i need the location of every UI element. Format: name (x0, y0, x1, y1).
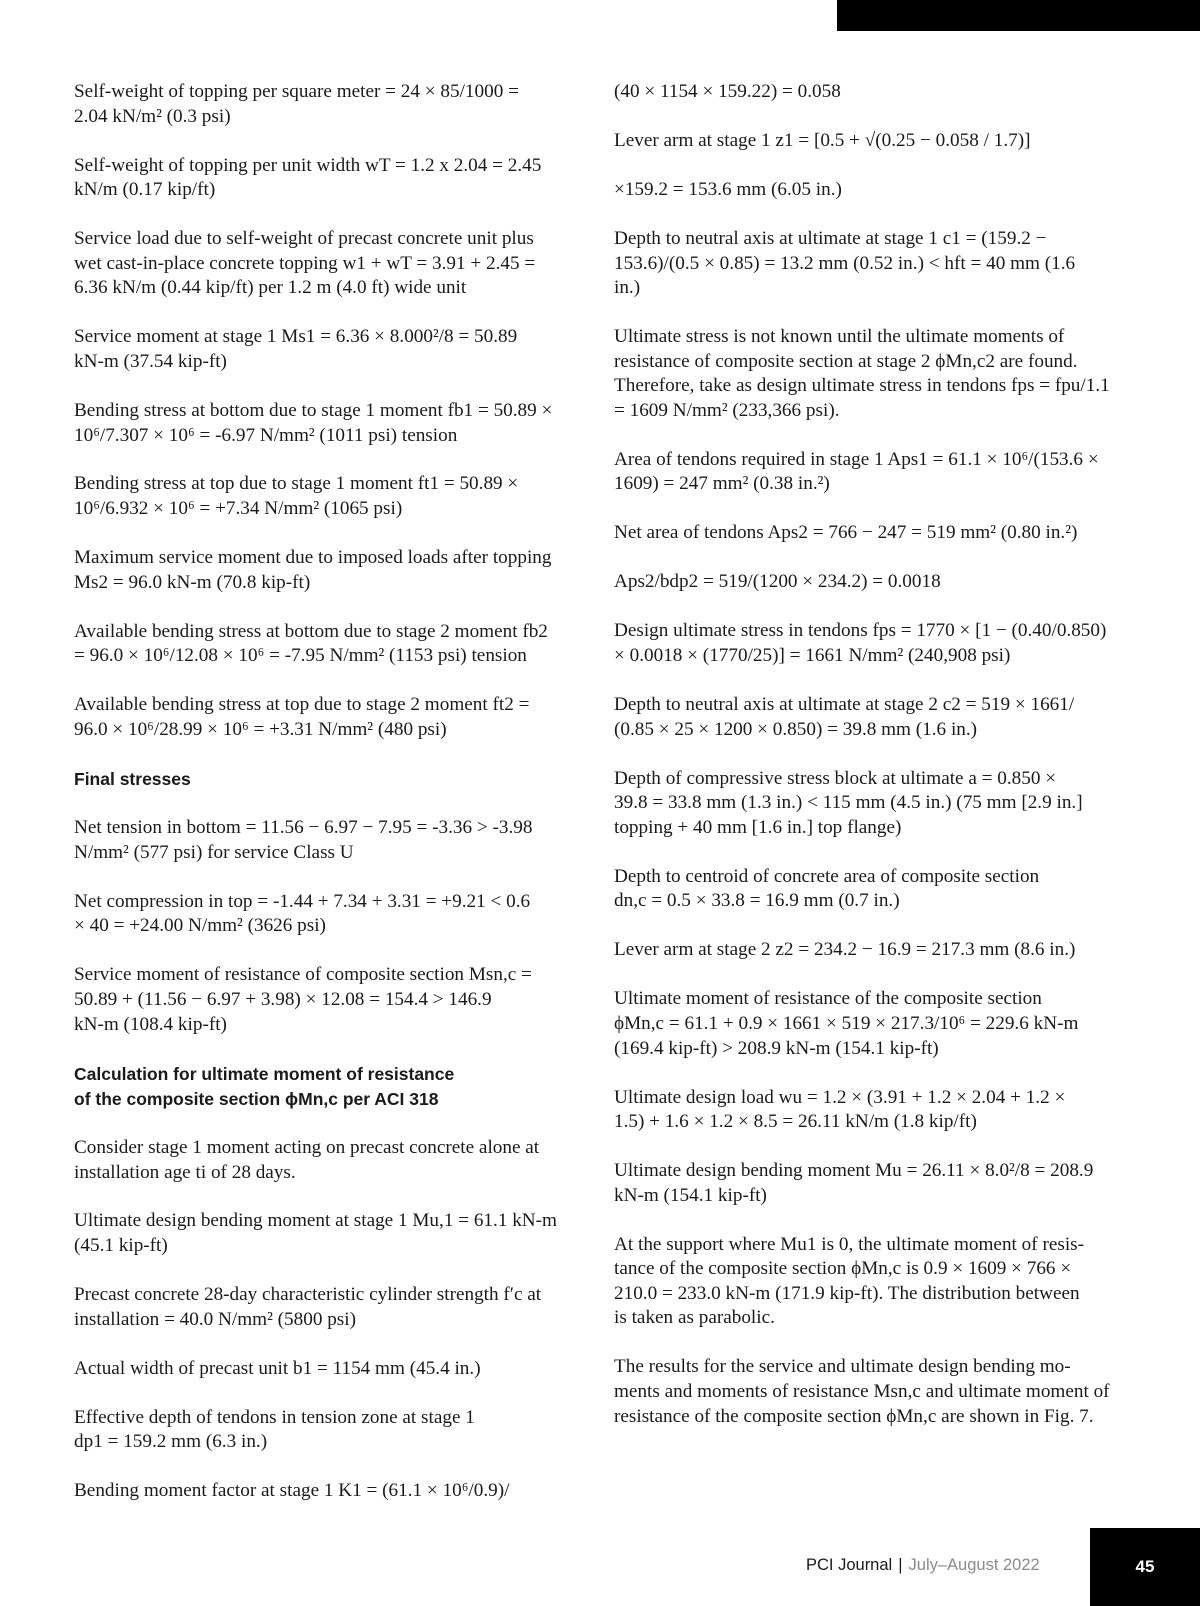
paragraph: Service moment of resistance of composite section Msn,c = 50.89 + (11.56 − 6.97 + 3.98) × 12.08 = 154.4 > 146.9 kN-m (108.4 kip-ft) (74, 964, 532, 1035)
paragraph: Actual width of precast unit b1 = 1154 mm (45.4 in.) (74, 1357, 481, 1379)
section-heading: Final stresses (74, 768, 191, 789)
paragraph: Net area of tendons Aps2 = 766 − 247 = 519 mm² (0.80 in.²) (614, 522, 1078, 544)
paragraph: Ultimate design bending moment at stage 1 Mu,1 = 61.1 kN-m (45.1 kip-ft) (74, 1210, 557, 1257)
right-column (614, 80, 1134, 1454)
paragraph: Ultimate moment of resistance of the composite section ϕMn,c = 61.1 + 0.9 × 1661 × 519 × 217.3/10⁶ = 229.6 kN-m (169.4 kip-ft) > 208.9 kN-m (154.1 kip-ft) (614, 988, 1079, 1059)
paragraph: Net tension in bottom = 11.56 − 6.97 − 7.95 = -3.36 > -3.98 N/mm² (577 psi) for service Class U (74, 817, 533, 863)
paragraph: ×159.2 = 153.6 mm (6.05 in.) (614, 178, 842, 200)
paragraph: Bending stress at top due to stage 1 moment ft1 = 50.89 × 10⁶/6.932 × 10⁶ = +7.34 N/mm² (1065 psi) (74, 473, 519, 520)
page-number-box (1090, 1528, 1200, 1606)
paragraph: Bending moment factor at stage 1 K1 = (61.1 × 10⁶/0.9)/ (74, 1480, 510, 1502)
paragraph: Bending stress at bottom due to stage 1 moment fb1 = 50.89 × 10⁶/7.307 × 10⁶ = -6.97 N/mm² (1011 psi) tension (74, 399, 553, 446)
paragraph: Consider stage 1 moment acting on precast concrete alone at installation age ti of 28 days. (74, 1136, 540, 1183)
paragraph: Ultimate design bending moment Mu = 26.11 × 8.0²/8 = 208.9 kN-m (154.1 kip-ft) (614, 1160, 1094, 1206)
paragraph: Ultimate stress is not known until the ultimate moments of resistance of composite section at stage 2 ϕMn,c2 are found. Therefore, take as design ultimate stress in tendons fps = fpu/1.1 = 1609 N/mm² (233,366 psi). (614, 326, 1110, 421)
section-heading: Calculation for ultimate moment of resistance of the composite section ϕMn,c per ACI 318 (74, 1063, 455, 1109)
paragraph: Ultimate design load wu = 1.2 × (3.91 + 1.2 × 2.04 + 1.2 × 1.5) + 1.6 × 1.2 × 8.5 = 26.11 kN/m (1.8 kip/ft) (614, 1086, 1066, 1133)
top-black-bar (837, 0, 1200, 31)
paragraph: At the support where Mu1 is 0, the ultimate moment of resis- tance of the composite section ϕMn,c is 0.9 × 1609 × 766 × 210.0 = 233.0 kN-m (171.9 kip-ft). The distribution between is taken as parabolic. (614, 1233, 1085, 1329)
paragraph: Depth of compressive stress block at ultimate a = 0.850 × 39.8 = 33.8 mm (1.3 in.) < 115 mm (4.5 in.) (75 mm [2.9 in.] topping + 40 mm [1.6 in.] top flange) (614, 767, 1083, 838)
equation-lever-arm: Lever arm at stage 1 z1 = [0.5 + √(0.25 − 0.058 / 1.7)] (614, 129, 1031, 151)
paragraph: Available bending stress at top due to stage 2 moment ft2 = 96.0 × 10⁶/28.99 × 10⁶ = +3.31 N/mm² (480 psi) (74, 694, 530, 740)
footer (806, 1556, 1040, 1575)
paragraph: Service moment at stage 1 Ms1 = 6.36 × 8.000²/8 = 50.89 kN-m (37.54 kip-ft) (74, 326, 518, 372)
paragraph: Maximum service moment due to imposed loads after topping Ms2 = 96.0 kN-m (70.8 kip-ft) (74, 547, 552, 593)
paragraph: Area of tendons required in stage 1 Aps1 = 61.1 × 10⁶/(153.6 × 1609) = 247 mm² (0.38 in.²) (614, 448, 1099, 495)
paragraph: Design ultimate stress in tendons fps = 1770 × [1 − (0.40/0.850) × 0.0018 × (1770/25)] = 1661 N/mm² (240,908 psi) (614, 620, 1107, 667)
paragraph: Net compression in top = -1.44 + 7.34 + 3.31 = +9.21 < 0.6 × 40 = +24.00 N/mm² (3626 psi) (74, 890, 531, 937)
paragraph: Available bending stress at bottom due to stage 2 moment fb2 = 96.0 × 10⁶/12.08 × 10⁶ = -7.95 N/mm² (1153 psi) tension (74, 620, 548, 667)
paragraph: Depth to centroid of concrete area of composite section dn,c = 0.5 × 33.8 = 16.9 mm (0.7 in.) (614, 865, 1040, 912)
issue-date: July–August 2022 (908, 1556, 1040, 1574)
left-column (74, 80, 594, 1528)
paragraph: Precast concrete 28-day characteristic cylinder strength f′c at installation = 40.0 N/mm² (5800 psi) (74, 1284, 542, 1330)
paragraph: Self-weight of topping per unit width wT = 1.2 x 2.04 = 2.45 kN/m (0.17 kip/ft) (74, 154, 542, 201)
paragraph: (40 × 1154 × 159.22) = 0.058 (614, 81, 841, 102)
paragraph: Aps2/bdp2 = 519/(1200 × 234.2) = 0.0018 (614, 571, 941, 593)
footer-separator: | (898, 1556, 903, 1574)
paragraph: Service load due to self-weight of precast concrete unit plus wet cast-in-place concrete topping w1 + wT = 3.91 + 2.45 = 6.36 kN/m (0.44 kip/ft) per 1.2 m (4.0 ft) wide unit (74, 228, 536, 299)
paragraph: Lever arm at stage 2 z2 = 234.2 − 16.9 = 217.3 mm (8.6 in.) (614, 939, 1076, 961)
paragraph: Self-weight of topping per square meter = 24 × 85/1000 = 2.04 kN/m² (0.3 psi) (74, 81, 519, 127)
journal-name: PCI Journal (806, 1556, 893, 1574)
paragraph: Effective depth of tendons in tension zone at stage 1 dp1 = 159.2 mm (6.3 in.) (74, 1406, 475, 1453)
page-number: 45 (1135, 1557, 1155, 1576)
paragraph: Depth to neutral axis at ultimate at stage 2 c2 = 519 × 1661/ (0.85 × 25 × 1200 × 0.850) = 39.8 mm (1.6 in.) (614, 694, 1075, 740)
paragraph: Depth to neutral axis at ultimate at stage 1 c1 = (159.2 − 153.6)/(0.5 × 0.85) = 13.2 mm (0.52 in.) < hft = 40 mm (1.6 in.) (614, 227, 1076, 299)
paragraph: The results for the service and ultimate design bending mo- ments and moments of resistance Msn,c and ultimate moment of resistance of the composite section ϕMn,c are shown in Fig. 7. (614, 1356, 1110, 1427)
